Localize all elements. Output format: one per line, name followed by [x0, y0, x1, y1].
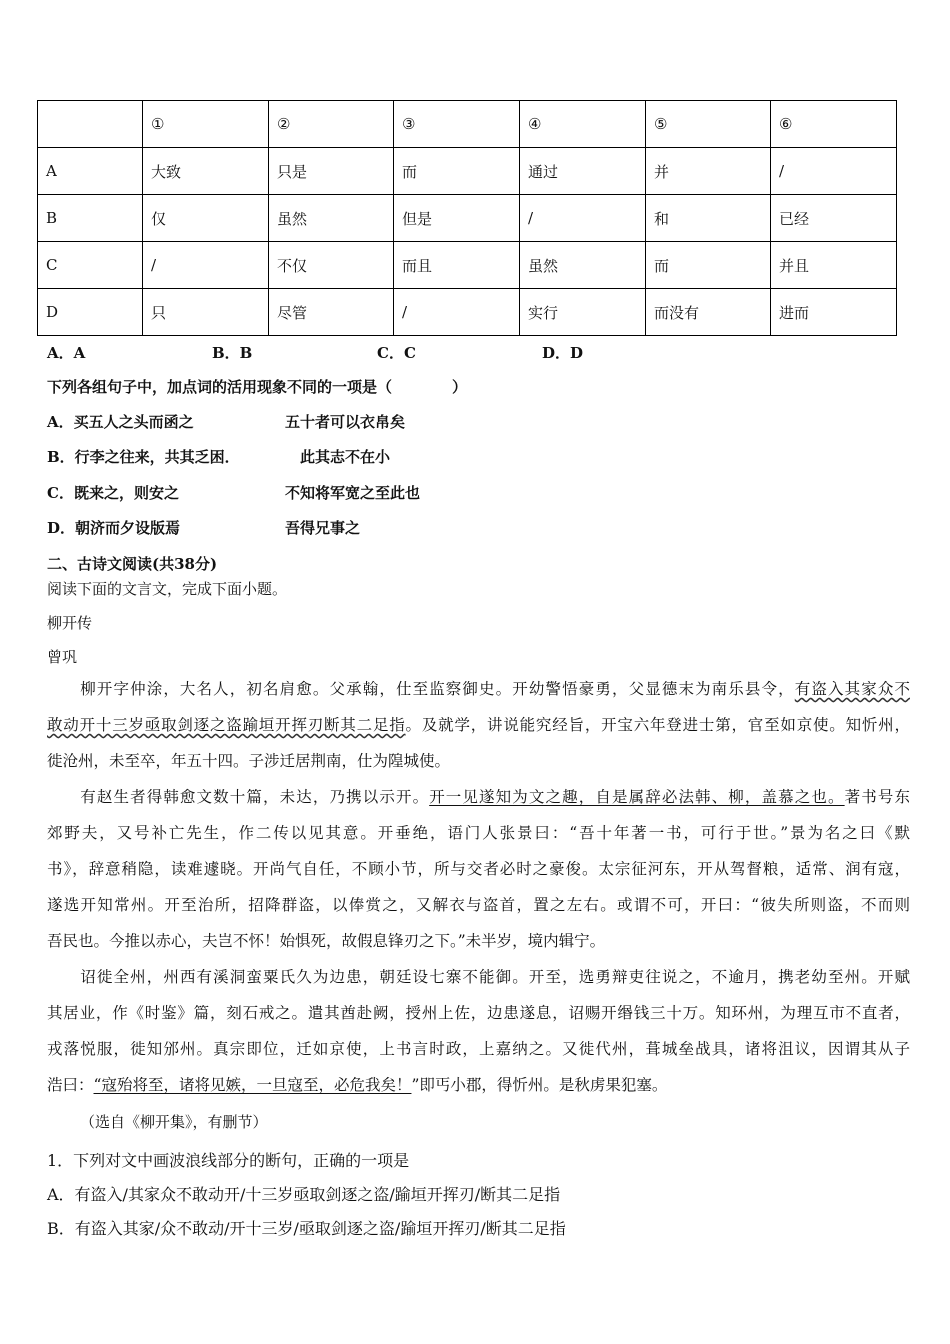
passage-line [47, 822, 910, 844]
table-cell: 而 [394, 148, 520, 195]
option-b-pair: 此其志不在小 [300, 448, 391, 466]
table-cell: ③ [394, 101, 520, 148]
table-cell: ② [269, 101, 394, 148]
table-cell: 虽然 [269, 195, 394, 242]
passage-text: 诏徙全州，州西有溪洞蛮粟氏久为边患，朝廷设七寨不能御。开至，选勇辩吏往说之，不逾月，携老幼至州。开赋 [47, 968, 910, 986]
table-cell: ⑥ [771, 101, 897, 148]
instruction: 阅读下面的文言文，完成下面小题。 [47, 580, 288, 598]
passage-text: 遂选开知常州。开至治所，招降群盗，以俸赏之，又解衣与盗首，置之左右。或谓不可，开曰：“彼失所则盗，不而则 [47, 896, 910, 914]
passage-line [47, 750, 910, 772]
passage-text: 其居业，作《时鉴》篇，刻石戒之。遣其酋赴阙，授州上佐，边患遂息，诏赐开缗钱三十万。知环州，为理互市不直者， [47, 1004, 910, 1022]
answer-d[interactable]: D．D [542, 344, 584, 362]
answer-c[interactable]: C．C [377, 344, 416, 362]
table-cell: / [520, 195, 646, 242]
passage-line [47, 858, 910, 880]
table-cell: A [38, 148, 143, 195]
passage-text: 戎落悦服，徙知邠州。真宗即位，迁如京使，上书言时政，上嘉纳之。又徙代州，葺城垒战具，诸将沮议，因谓其从子 [47, 1040, 910, 1058]
passage-text: 吾民也。今推以赤心，夫岂不怀！始惧死，故假息锋刃之下。”未半岁，境内辑宁。 [47, 932, 606, 950]
wavy-underlined-text: 有盗入其家众不 [794, 680, 910, 698]
wavy-underlined-text: 敢动开十三岁亟取剑逐之盗踰垣开挥刃断其二足指 [47, 716, 406, 734]
passage-text: 浩曰： [47, 1076, 94, 1094]
table-row [38, 195, 897, 242]
table-cell: / [143, 242, 269, 289]
table-cell: 尽管 [269, 289, 394, 336]
table-cell: C [38, 242, 143, 289]
underlined-text: “寇殆将至，诸将见嫉，一旦寇至，必危我矣！ [93, 1076, 412, 1094]
question-stem: 下列各组句子中，加点词的活用现象不同的一项是（ ） [47, 378, 468, 396]
question-1-stem: 1．下列对文中画波浪线部分的断句，正确的一项是 [47, 1151, 410, 1170]
passage-text: 。及就学，讲说能究经旨，开宝六年登进士第，官至如京使。知忻州， [405, 716, 910, 734]
table-cell: 进而 [771, 289, 897, 336]
underlined-text: 开一见遂知为文之趣，自是属辞必法韩、柳，盖慕之也。 [429, 788, 845, 806]
answer-b[interactable]: B．B [212, 344, 253, 362]
passage-source: （选自《柳开集》，有删节） [80, 1113, 268, 1131]
table-cell: 并且 [771, 242, 897, 289]
passage-line [47, 678, 910, 700]
table-cell: / [771, 148, 897, 195]
table-cell: D [38, 289, 143, 336]
table-cell: 并 [646, 148, 771, 195]
table-row [38, 242, 897, 289]
question-1-option-b[interactable]: B．有盗入其家/众不敢动/开十三岁/亟取剑逐之盗/踰垣开挥刃/断其二足指 [47, 1219, 566, 1238]
passage-text: 郊野夫，又号补亡先生，作二传以见其意。开垂绝，语门人张景曰：“吾十年著一书，可行于世。”景为名之曰《默 [47, 824, 910, 842]
table-cell: 和 [646, 195, 771, 242]
table-row [38, 289, 897, 336]
table-cell: 而且 [394, 242, 520, 289]
passage-line [47, 1038, 910, 1060]
option-a-pair: 五十者可以衣帛矣 [285, 413, 406, 431]
passage-line [47, 930, 910, 952]
passage-text: 有赵生者得韩愈文数十篇，未达，乃携以示开。 [47, 788, 430, 806]
table-cell: 只 [143, 289, 269, 336]
table-cell: 仅 [143, 195, 269, 242]
question-1-option-a[interactable]: A．有盗入/其家众不敢动开/十三岁亟取剑逐之盗/踰垣开挥刃/断其二足指 [47, 1185, 561, 1204]
table-cell: 而 [646, 242, 771, 289]
table-header-row [38, 101, 897, 148]
table-cell: ① [143, 101, 269, 148]
table-cell: B [38, 195, 143, 242]
passage-line [47, 1002, 910, 1024]
option-a[interactable]: A．买五人之头而函之 [47, 413, 194, 431]
option-d[interactable]: D．朝济而夕设版焉 [47, 519, 181, 537]
passage-author: 曾巩 [47, 648, 78, 666]
table-cell: 而没有 [646, 289, 771, 336]
table-cell: ④ [520, 101, 646, 148]
option-c-pair: 不知将军宽之至此也 [285, 484, 421, 502]
table-cell: 但是 [394, 195, 520, 242]
table-cell: 不仅 [269, 242, 394, 289]
passage-line [47, 894, 910, 916]
passage-title: 柳开传 [47, 614, 93, 632]
passage-line [47, 966, 910, 988]
passage-line [47, 714, 910, 736]
section-heading: 二、古诗文阅读(共38分) [47, 555, 218, 573]
table-row [38, 148, 897, 195]
passage-line [47, 786, 910, 808]
options-table [37, 100, 897, 336]
passage-text: 徙沧州，未至卒，年五十四。子涉迁居荆南，仕为隍城使。 [47, 752, 451, 770]
passage-line [47, 1074, 910, 1096]
answer-a[interactable]: A．A [47, 344, 86, 362]
table-cell: 大致 [143, 148, 269, 195]
option-c[interactable]: C．既来之，则安之 [47, 484, 179, 502]
table-cell: 虽然 [520, 242, 646, 289]
table-cell: / [394, 289, 520, 336]
table-cell [38, 101, 143, 148]
table-cell: 已经 [771, 195, 897, 242]
table-cell: ⑤ [646, 101, 771, 148]
option-b[interactable]: B．行李之往来，共其乏困． [47, 448, 240, 466]
option-d-pair: 吾得兄事之 [285, 519, 361, 537]
table-cell: 实行 [520, 289, 646, 336]
passage-text: 柳开字仲涂，大名人，初名肩愈。父承翰，仕至监察御史。开幼警悟豪勇，父显德末为南乐县令， [47, 680, 795, 698]
table-cell: 只是 [269, 148, 394, 195]
passage-text: 书》，辞意稍隐，读难遽晓。开尚气自任，不顾小节，所与交者必时之豪俊。太宗征河东，开从驾督粮，适常、润有寇， [47, 860, 910, 878]
table-cell: 通过 [520, 148, 646, 195]
passage-text: ”即丐小郡，得忻州。是秋虏果犯塞。 [411, 1076, 668, 1094]
passage-text: 著书号东 [844, 788, 910, 806]
